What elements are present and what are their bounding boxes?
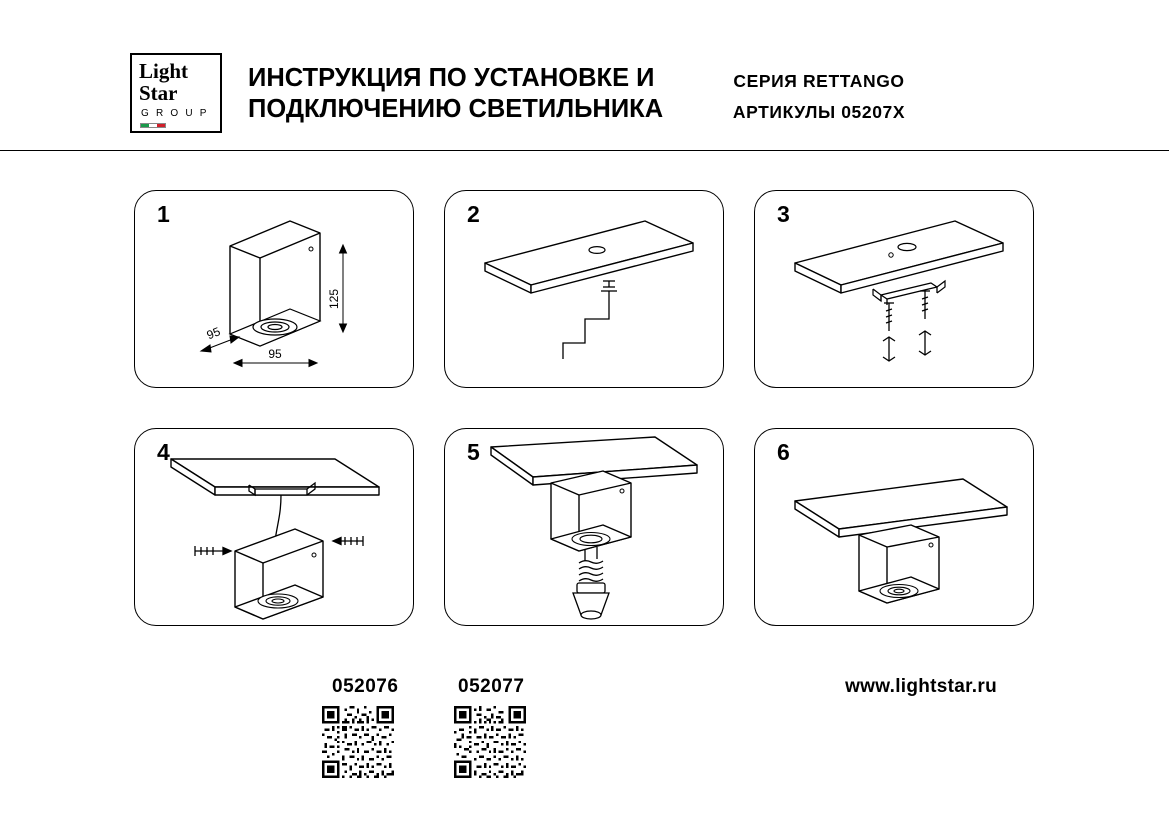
logo-text-light: Light (139, 59, 189, 83)
step-number-2: 2 (467, 201, 480, 227)
logo-text-group: G R O U P (141, 108, 209, 119)
qr-code-052076 (322, 706, 394, 778)
dim-height: 125 (327, 288, 341, 310)
step-panel-4 (134, 428, 414, 626)
header-divider (0, 150, 1169, 151)
product-code-1: 052076 (332, 676, 399, 697)
website-label: www.lightstar.ru (845, 676, 997, 697)
step-number-1: 1 (157, 201, 170, 227)
step-number-3: 3 (777, 201, 790, 227)
step-panel-6 (754, 428, 1034, 626)
page-header (0, 0, 1169, 150)
italy-flag-icon (140, 123, 166, 128)
dim-width: 95 (268, 347, 282, 361)
product-code-2: 052077 (458, 676, 525, 697)
step-number-4: 4 (157, 439, 170, 465)
step-panel-2 (444, 190, 724, 388)
step-1-diagram (135, 191, 415, 389)
article-label: АРТИКУЛЫ 05207X (732, 102, 906, 122)
step-number-5: 5 (467, 439, 480, 465)
dim-depth: 95 (204, 324, 223, 343)
series-label: СЕРИЯ RETTANGO (733, 71, 905, 91)
step-6-diagram (755, 429, 1035, 627)
step-5-diagram (445, 429, 725, 627)
step-number-6: 6 (777, 439, 790, 465)
step-panel-3 (754, 190, 1034, 388)
lightstar-logo (130, 53, 222, 133)
step-panel-1 (134, 190, 414, 388)
product-meta (639, 66, 999, 128)
step-4-diagram (135, 429, 415, 627)
step-2-diagram (445, 191, 725, 389)
qr-code-052077 (454, 706, 526, 778)
step-panel-5 (444, 428, 724, 626)
step-3-diagram (755, 191, 1035, 389)
page-title: ИНСТРУКЦИЯ ПО УСТАНОВКЕ И ПОДКЛЮЧЕНИЮ СВЕТИЛЬНИКА (248, 64, 664, 123)
logo-text-star: Star (139, 81, 178, 105)
